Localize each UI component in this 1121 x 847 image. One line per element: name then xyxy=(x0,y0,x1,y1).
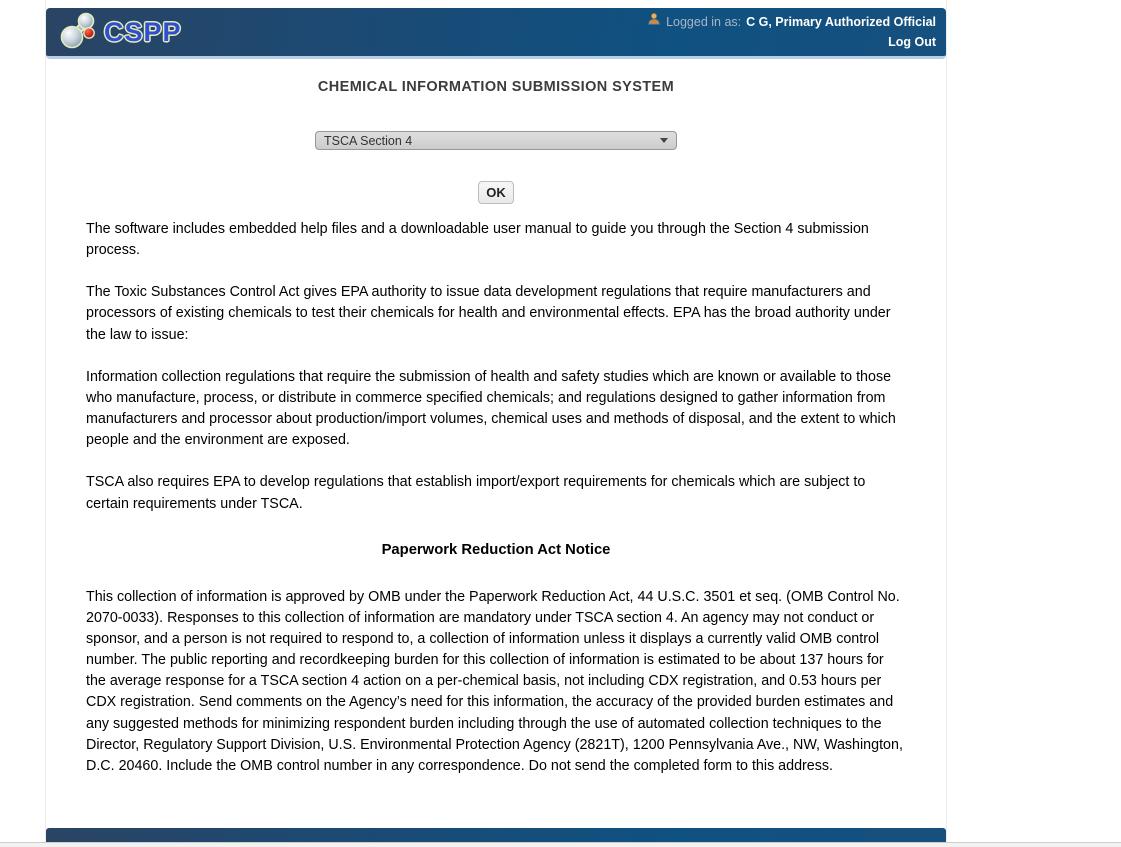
paragraph-software-help: The software includes embedded help files and a downloadable user manual to guide you through the Section 4 submission process. xyxy=(86,221,869,259)
logged-in-user: C G, Primary Authorized Official xyxy=(746,14,936,29)
logged-in-status xyxy=(647,12,936,32)
logo-text: CSPP xyxy=(104,16,182,47)
horizontal-scrollbar[interactable] xyxy=(0,842,1121,847)
section-select[interactable] xyxy=(315,131,677,150)
cspp-logo[interactable] xyxy=(58,10,182,55)
ok-button[interactable]: OK xyxy=(478,181,514,204)
footer-bar xyxy=(46,828,946,842)
chevron-down-icon xyxy=(660,138,668,143)
user-area xyxy=(647,12,936,52)
paragraph-omb-notice: This collection of information is approved by OMB under the Paperwork Reduction Act, 44 U.S.C. 3501 et seq. (OMB Control No. 2070-0033). Responses to this collection of information are mandatory under TSCA section 4. An agency may not conduct or sponsor, and a person is not required to respond to, a collection of information unless it displays a currently valid OMB control number. The public reporting and recordkeeping burden for this collection of information is estimated to be about 137 hours for the average response for a TSCA section 4 action on a per-chemical basis, not including CDX registration, and 0.53 hours per CDX registration. Send comments on the Agency’s need for this information, the accuracy of the provided burden estimates and any suggested methods for minimizing respondent burden including through the use of automated collection techniques to the Director, Regulatory Support Division, U.S. Environmental Protection Agency (2821T), 1200 Pennsylvania Ave., NW, Washington, D.C. 20460. Include the OMB control number in any correspondence. Do not send the completed form to this address. xyxy=(86,588,903,774)
content-container xyxy=(45,0,947,842)
paperwork-reduction-act-heading: Paperwork Reduction Act Notice xyxy=(381,541,611,558)
paragraph-tsca-authority: The Toxic Substances Control Act gives EPA authority to issue data development regulations that require manufacturers and processors of existing chemicals to test their chemicals for health and environmental effects. EPA has the broad authority under the law to issue: xyxy=(86,284,891,343)
logged-in-label: Logged in as: xyxy=(666,14,742,29)
paragraph-information-collection: Information collection regulations that require the submission of health and safety studies which are known or available to those who manufacture, process, or distribute in commerce specified chemicals; and regulations designed to gather information from manufacturers and processor about production/import volumes, chemical uses and methods of disposal, and the extent to which people and the environment are exposed. xyxy=(86,368,896,449)
ok-row xyxy=(46,181,946,204)
section-select-value: TSCA Section 4 xyxy=(324,133,413,148)
app-header xyxy=(46,8,946,59)
intro-text xyxy=(46,204,946,777)
paragraph-import-export: TSCA also requires EPA to develop regulations that establish import/export requirements for chemicals which are subject to certain requirements under TSCA. xyxy=(86,474,866,512)
user-icon xyxy=(647,12,661,32)
page-title: CHEMICAL INFORMATION SUBMISSION SYSTEM xyxy=(317,79,675,95)
logout-link[interactable]: Log Out xyxy=(888,35,936,49)
molecule-icon xyxy=(58,10,100,55)
